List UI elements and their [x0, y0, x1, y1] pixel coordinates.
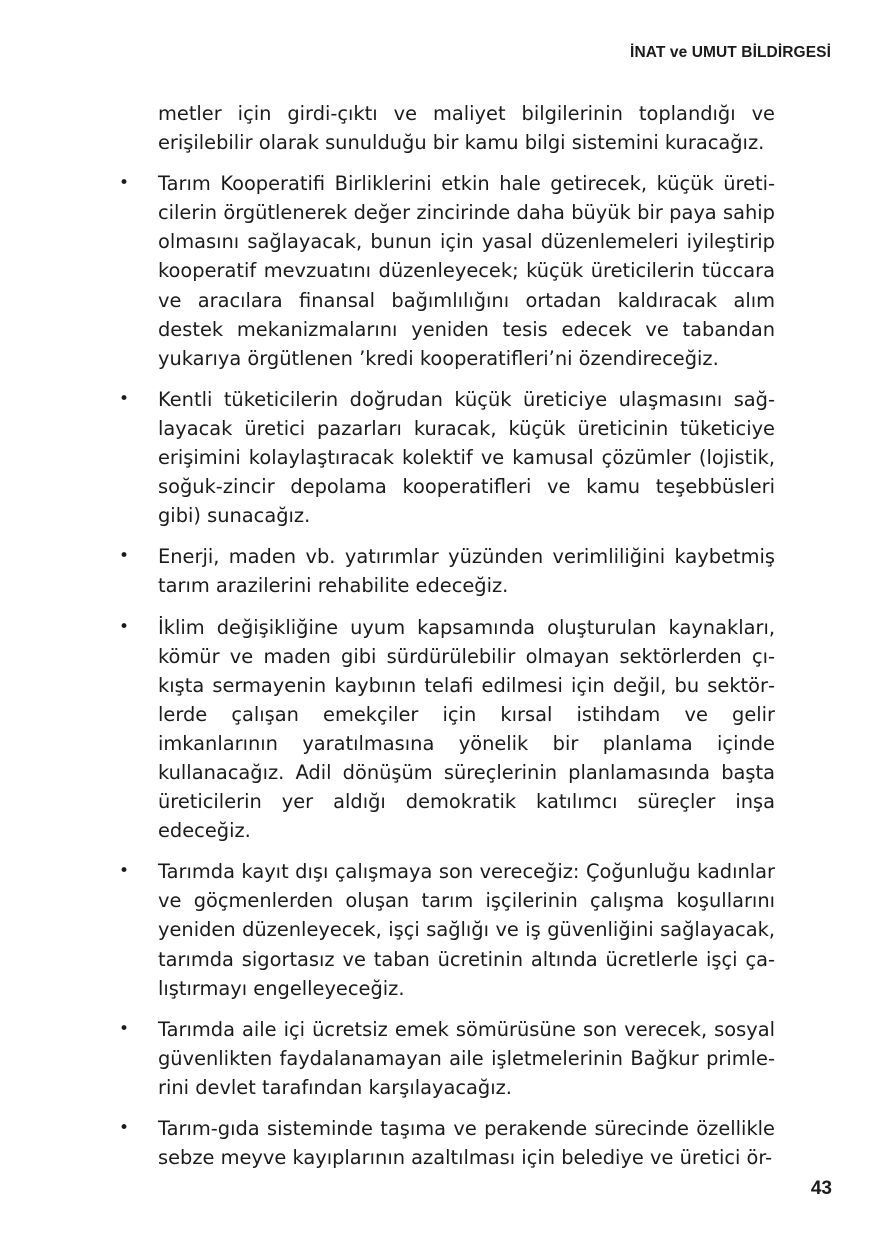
- bullet-icon: •: [119, 388, 130, 409]
- list-item: [119, 613, 775, 846]
- list-item: [119, 169, 775, 373]
- bullet-icon: •: [119, 1018, 130, 1039]
- list-item-text: Tarımda kayıt dışı çalışmaya son vereceğiz: Çoğunluğu kadınlar ve göçmenlerden oluşan tarım işçilerinin çalışma koşullarını yeniden düzenleyecek, işçi sağlığı ve iş güvenliğini sağlayacak, tarımda sigortasız ve taban ücretinin altında ücretlerle işçi çalıştırmayı engelleyeceğiz.: [158, 860, 775, 1000]
- list-item-text: Enerji, maden vb. yatırımlar yüzünden verimliliğini kaybetmiş tarım arazilerini rehabilite edeceğiz.: [158, 545, 775, 598]
- policy-bullet-list: [119, 169, 775, 1172]
- list-item-text: İklim değişikliğine uyum kapsamında oluşturulan kaynakları, kömür ve maden gibi sürdürülebilir olmayan sektörlerden çıkışta sermayenin kaybının telafi edilmesi için değil, bu sektörlerde çalışan emekçiler için kırsal istihdam ve gelir imkanlarının yaratılmasına yönelik bir planlama içinde kullanacağız. Adil dönüşüm süreçlerinin planlamasında başta üreticilerin yer aldığı demokratik katılımcı süreçler inşa edeceğiz.: [158, 615, 775, 843]
- bullet-icon: •: [119, 1118, 130, 1138]
- list-item: [119, 542, 775, 600]
- list-item: [119, 1015, 775, 1102]
- page-number: 43: [810, 1178, 832, 1199]
- list-item: [119, 857, 775, 1002]
- bullet-icon: •: [119, 861, 130, 882]
- bullet-icon: •: [119, 546, 130, 567]
- running-header-title: İNAT ve UMUT BİLDİRGESİ: [630, 44, 831, 61]
- bullet-icon: •: [119, 616, 130, 637]
- list-item: [119, 1114, 775, 1172]
- list-item-text: Tarım Kooperatifi Birliklerini etkin hale getirecek, küçük üreticilerin örgütlenerek değer zincirinde daha büyük bir paya sahip olmasını sağlayacak, bunun için yasal düzenlemeleri iyileştirip kooperatif mevzuatını düzenleyecek; küçük üreticilerin tüccara ve aracılara finansal bağımlılığını ortadan kaldıracak alım destek mekanizmalarını yeniden tesis edecek ve tabandan yukarıya örgütlenen ’kredi kooperatifleri’ni özendireceğiz.: [158, 172, 775, 370]
- body-text: [119, 99, 775, 1172]
- list-item-text: Kentli tüketicilerin doğrudan küçük üreticiye ulaşmasını sağlayacak üretici pazarları kuracak, küçük üreticinin tüketiciye erişimini kolaylaştıracak kolektif ve kamusal çözümler (lojistik, soğuk-zincir depolama kooperatifleri ve kamu teşebbüsleri gibi) sunacağız.: [158, 387, 775, 528]
- continuation-paragraph: metler için girdi-çıktı ve maliyet bilgilerinin toplandığı ve erişilebilir olarak sunulduğu bir kamu bilgi sistemini kuracağız.: [158, 102, 775, 155]
- list-item: [119, 385, 775, 530]
- list-item-text: Tarımda aile içi ücretsiz emek sömürüsüne son verecek, sosyal güvenlikten faydalanamayan aile işletmelerinin Bağkur primlerini devlet tarafından karşılayacağız.: [158, 1017, 775, 1099]
- list-item-text: Tarım-gıda sisteminde taşıma ve perakende sürecinde özellikle sebze meyve kayıplarının azaltılması için belediye ve üretici ör-: [158, 1117, 775, 1170]
- bullet-icon: •: [119, 173, 130, 194]
